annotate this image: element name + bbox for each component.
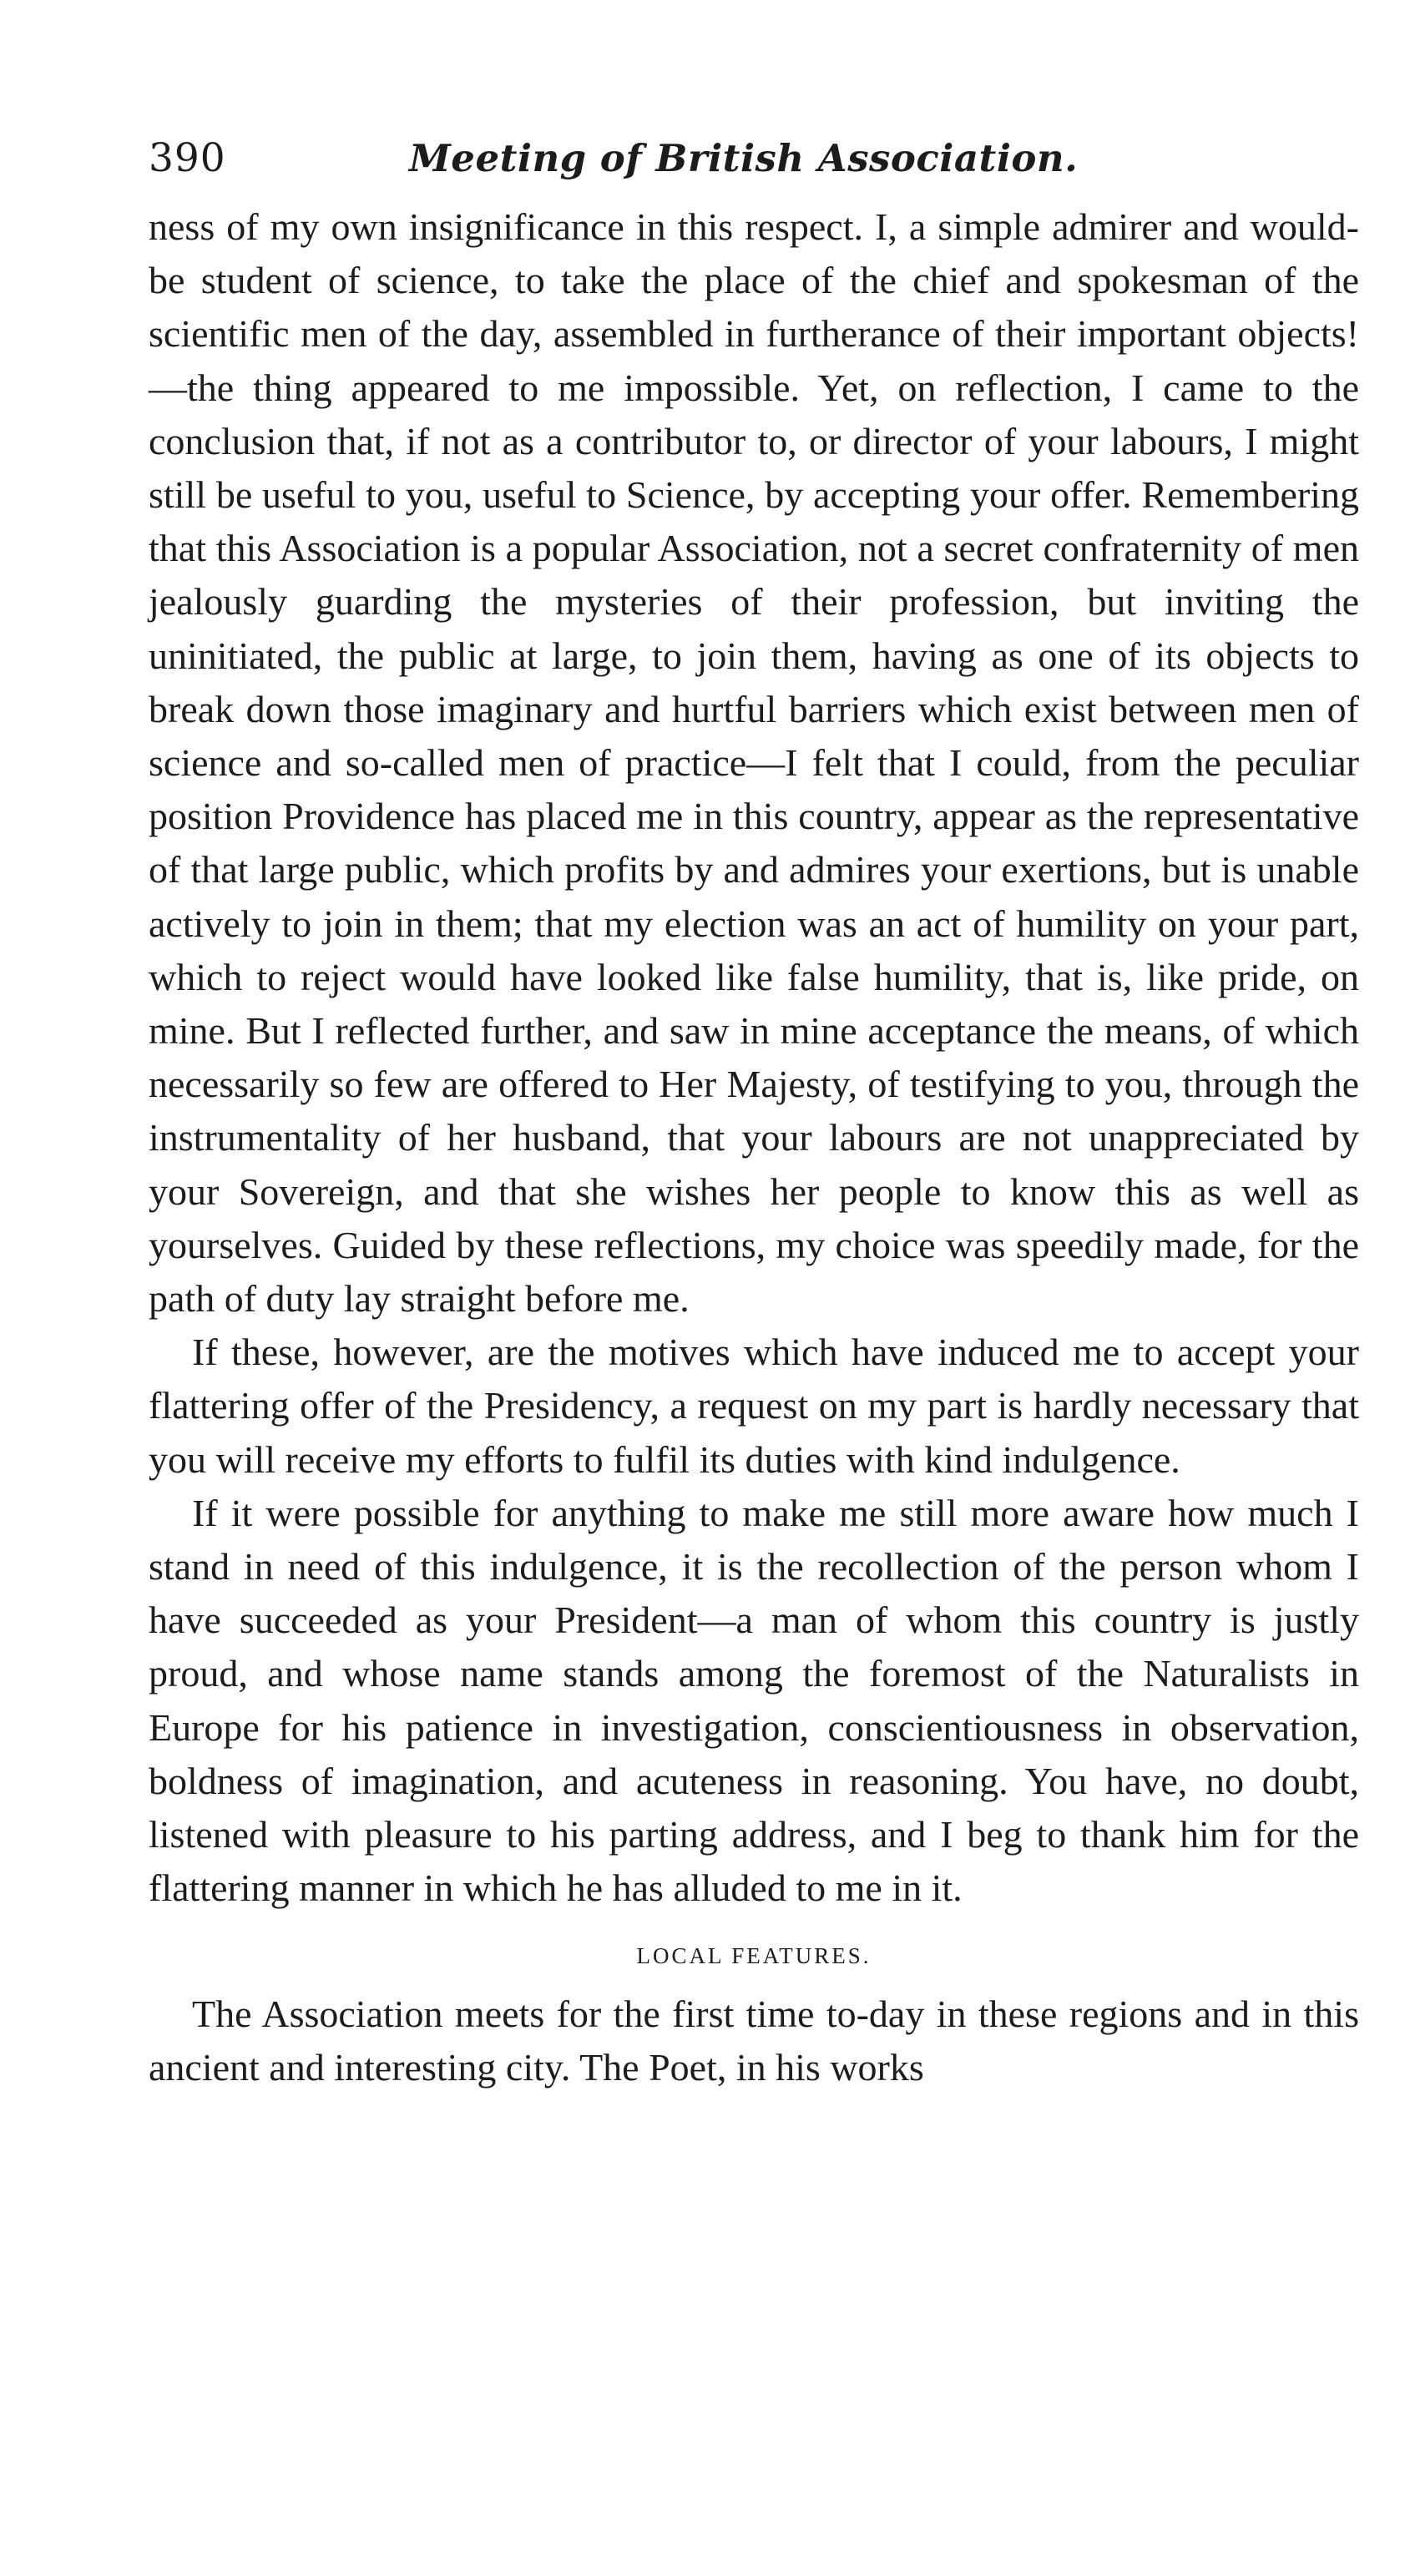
paragraph-presidency: If these, however, are the motives which have induced me to accept your flattering offer of the Presidency, a request on my part is hardly necessary that you will receive my efforts to fulfil its duties with kind indulgence. [149,1331,1359,1481]
paragraph-continued: ness of my own insignificance in this respect. I, a simple admirer and would-be student of science, to take the place of the chief and spokesman of the scientific men of the day, assembled in furtherance of their important objects!—the thing appeared to me impossible. Yet, on reflection, I came to the conclusion that, if not as a contributor to, or director of your labours, I might still be useful to you, useful to Science, by accepting your offer. Remembering that this Association is a popular Association, not a secret confraternity of men jealously guarding the mysteries of their profession, but inviting the uninitiated, the public at large, to join them, having as one of its objects to break down those imaginary and hurtful barriers which exist between men of science and so-called men of practice—I felt that I could, from the peculiar position Providence has placed me in this country, appear as the representative of that large public, which profits by and admires your exertions, but is unable actively to join in them; that my election was an act of humility on your part, which to reject would have looked like false humility, that is, like pride, on mine. But I reflected further, and saw in mine acceptance the means, of which necessarily so few are offered to Her Majesty, of testifying to you, through the instrumentality of her husband, that your labours are not unappreciated by your Sovereign, and that she wishes her people to know this as well as yourselves. Guided by these reflections, my choice was speedily made, for the path of duty lay straight before me. [149,205,1359,1321]
paragraph-predecessor: If it were possible for anything to make me still more aware how much I stand in need of this indulgence, it is the recollection of the person whom I have succeeded as your President—a man of whom this country is justly proud, and whose name stands among the foremost of the Naturalists in Europe for his patience in investigation, conscientiousness in observation, boldness of imagination, and acuteness in reasoning. You have, no doubt, listened with pleasure to his parting address, and I beg to thank him for the flattering manner in which he has alluded to me in it. [149,1491,1359,1910]
book-page [149,134,1359,2094]
page-number: 390 [149,135,226,181]
running-title: Meeting of British Association. [409,136,1079,180]
section-heading: LOCAL FEATURES. [636,1942,872,1968]
paragraph-local-features: The Association meets for the first time to-day in these regions and in this ancient and interesting city. The Poet, in his works [149,1992,1359,2089]
running-head [149,134,1359,200]
body-text [149,200,1359,2094]
